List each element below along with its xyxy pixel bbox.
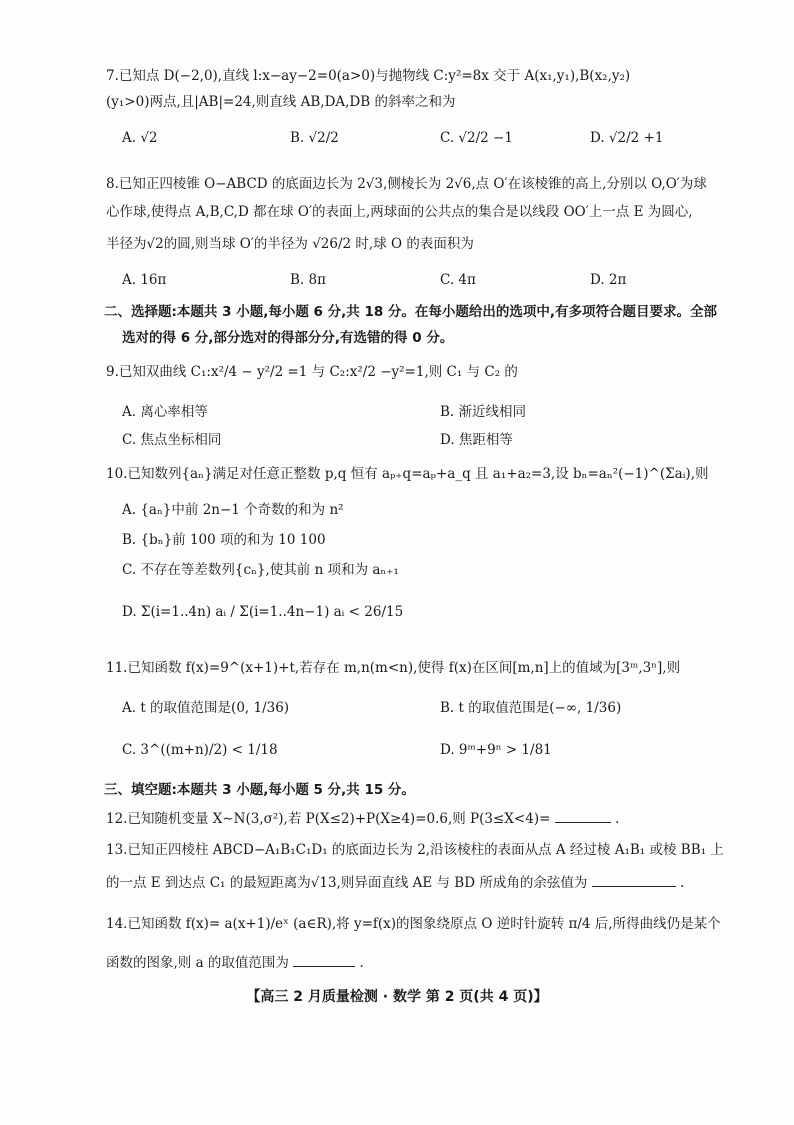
- question-8-line-3: 半径为√2的圆,则当球 O′的半径为 √26/2 时,球 O 的表面积为: [106, 236, 474, 252]
- question-7-line-2: (y₁>0)两点,且|AB|=24,则直线 AB,DA,DB 的斜率之和为: [106, 94, 456, 110]
- question-12-text: 12.已知随机变量 X∼N(3,σ²),若 P(X≤2)+P(X≥4)=0.6,则 P(3≤X<4)=: [106, 811, 551, 827]
- question-11-line-1: 11.已知函数 f(x)=9^(x+1)+t,若存在 m,n(m<n),使得 f(x)在区间[m,n]上的值域为[3ᵐ,3ⁿ],则: [106, 660, 681, 676]
- q11-option-b: B. t 的取值范围是(−∞, 1/36): [440, 700, 622, 716]
- q7-option-a: A. √2: [122, 130, 158, 146]
- q13-answer-blank[interactable]: [592, 872, 676, 887]
- question-9-line-1: 9.已知双曲线 C₁:x²/4 − y²/2 =1 与 C₂:x²/2 −y²=1,则 C₁ 与 C₂ 的: [106, 364, 518, 380]
- q9-option-c: C. 焦点坐标相同: [122, 432, 222, 448]
- question-14-text: 函数的图象,则 a 的取值范围为: [106, 955, 289, 971]
- q7-option-c: C. √2/2 −1: [440, 130, 513, 146]
- question-8-line-1: 8.已知正四棱锥 O−ABCD 的底面边长为 2√3,侧棱长为 2√6,点 O′在该棱锥的高上,分别以 O,O′为球: [106, 176, 707, 192]
- section-2-heading-line-2: 选对的得 6 分,部分选对的得部分分,有选错的得 0 分。: [122, 330, 454, 346]
- q10-option-c: C. 不存在等差数列{cₙ},使其前 n 项和为 aₙ₊₁: [122, 562, 399, 578]
- q10-option-a: A. {aₙ}中前 2n−1 个奇数的和为 n²: [122, 502, 344, 518]
- q8-option-d: D. 2π: [590, 272, 627, 288]
- q8-option-c: C. 4π: [440, 272, 476, 288]
- q8-option-a: A. 16π: [122, 272, 167, 288]
- q8-option-b: B. 8π: [290, 272, 326, 288]
- question-8-line-2: 心作球,使得点 A,B,C,D 都在球 O′的表面上,两球面的公共点的集合是以线段 OO′上一点 E 为圆心,: [106, 204, 693, 220]
- question-7-line-1: 7.已知点 D(−2,0),直线 l:x−ay−2=0(a>0)与抛物线 C:y²=8x 交于 A(x₁,y₁),B(x₂,y₂): [106, 68, 631, 84]
- q7-option-b: B. √2/2: [290, 130, 339, 146]
- section-2-heading-line-1: 二、选择题:本题共 3 小题,每小题 6 分,共 18 分。在每小题给出的选项中,有多项符合题目要求。全部: [104, 304, 718, 320]
- q9-option-d: D. 焦距相等: [440, 432, 513, 448]
- question-13-line-2: [106, 872, 684, 893]
- question-12-end: .: [615, 811, 620, 827]
- question-13-end: .: [679, 875, 685, 891]
- question-14-line-2: [106, 952, 364, 973]
- question-13-text: 的一点 E 到达点 C₁ 的最短距离为√13,则异面直线 AE 与 BD 所成角的余弦值为: [106, 875, 588, 891]
- question-14-line-1: 14.已知函数 f(x)= a(x+1)/eˣ (a∈R),将 y=f(x)的图象绕原点 O 逆时针旋转 π/4 后,所得曲线仍是某个: [106, 916, 721, 932]
- q9-option-b: B. 渐近线相同: [440, 404, 527, 420]
- question-14-end: .: [359, 955, 364, 971]
- q11-option-c: C. 3^((m+n)/2) < 1/18: [122, 742, 278, 758]
- q14-answer-blank[interactable]: [293, 952, 355, 967]
- section-3-heading: 三、填空题:本题共 3 小题,每小题 5 分,共 15 分。: [104, 782, 415, 798]
- page-footer: 【高三 2 月质量检测 · 数学 第 2 页(共 4 页)】: [246, 989, 548, 1005]
- question-12-line-1: [106, 808, 619, 829]
- q10-option-d: D. Σ(i=1..4n) aᵢ / Σ(i=1..4n−1) aᵢ < 26/15: [122, 604, 404, 620]
- q9-option-a: A. 离心率相等: [122, 404, 208, 420]
- question-10-line-1: 10.已知数列{aₙ}满足对任意正整数 p,q 恒有 aₚ₊q=aₚ+a_q 且 a₁+a₂=3,设 bₙ=aₙ²(−1)^(Σaᵢ),则: [106, 466, 709, 482]
- q12-answer-blank[interactable]: [555, 808, 611, 823]
- q10-option-b: B. {bₙ}前 100 项的和为 10 100: [122, 532, 326, 548]
- q11-option-d: D. 9ᵐ+9ⁿ > 1/81: [440, 742, 552, 758]
- question-13-line-1: 13.已知正四棱柱 ABCD−A₁B₁C₁D₁ 的底面边长为 2,沿该棱柱的表面从点 A 经过棱 A₁B₁ 或棱 BB₁ 上: [106, 842, 724, 858]
- q11-option-a: A. t 的取值范围是(0, 1/36): [122, 700, 290, 716]
- q7-option-d: D. √2/2 +1: [590, 130, 664, 146]
